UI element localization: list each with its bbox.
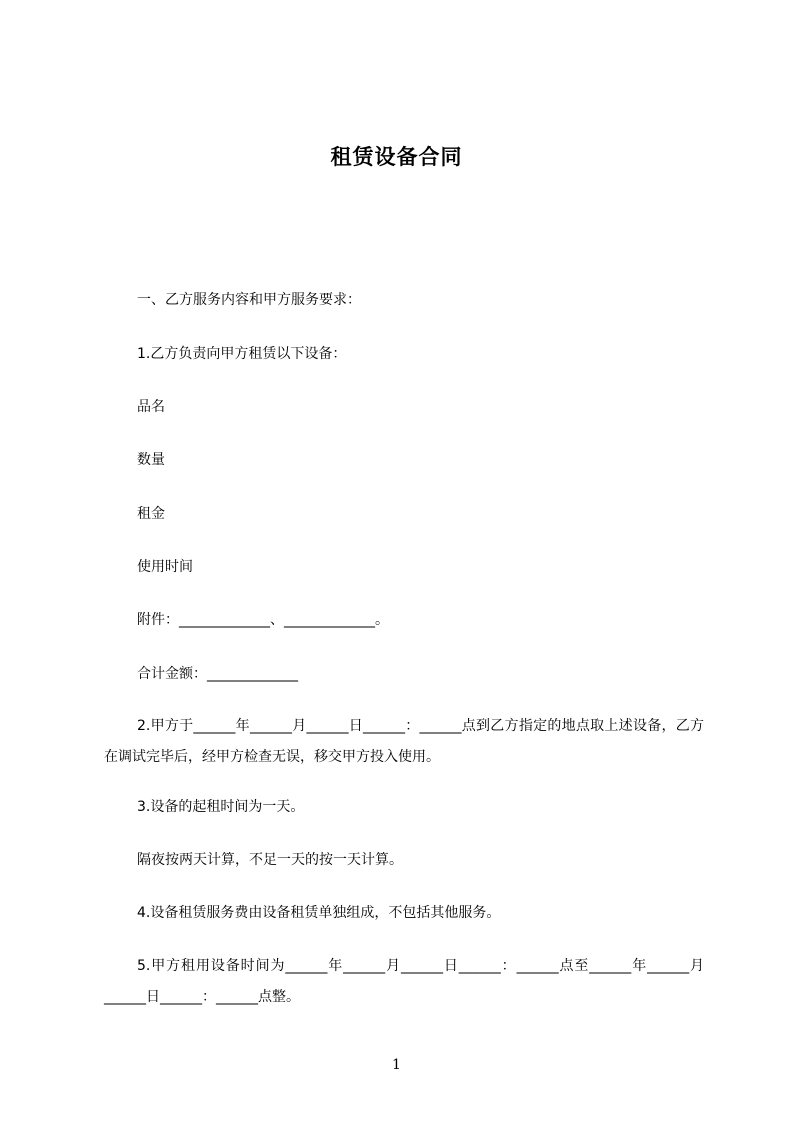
document-title: 租赁设备合同: [330, 145, 463, 169]
page-number: 1: [392, 1057, 401, 1073]
clause-2: 2.甲方于______年______月______日______：______点到乙方指定的地点取上述设备，乙方在调试完毕后，经甲方检查无误，移交甲方投入使用。: [104, 718, 704, 765]
clause-5: 5.甲方租用设备时间为______年______月______日______：______点至______年______月______日______：______点整。: [104, 958, 704, 1005]
clause-4: 4.设备租赁服务费由设备租赁单独组成，不包括其他服务。: [137, 905, 501, 921]
overnight-rule: 隔夜按两天计算，不足一天的按一天计算。: [137, 852, 403, 868]
field-name-label: 品名: [137, 399, 165, 415]
section-heading: 一、乙方服务内容和甲方服务要求：: [137, 292, 361, 308]
field-usage-time-label: 使用时间: [137, 559, 193, 575]
total-amount-line: 合计金额：_____________: [137, 666, 298, 682]
clause-3: 3.设备的起租时间为一天。: [137, 799, 305, 815]
field-quantity-label: 数量: [137, 452, 165, 468]
field-rent-label: 租金: [137, 506, 165, 522]
clause-1: 1.乙方负责向甲方租赁以下设备：: [137, 346, 347, 362]
attachment-line: 附件：_____________、_____________。: [137, 612, 389, 628]
